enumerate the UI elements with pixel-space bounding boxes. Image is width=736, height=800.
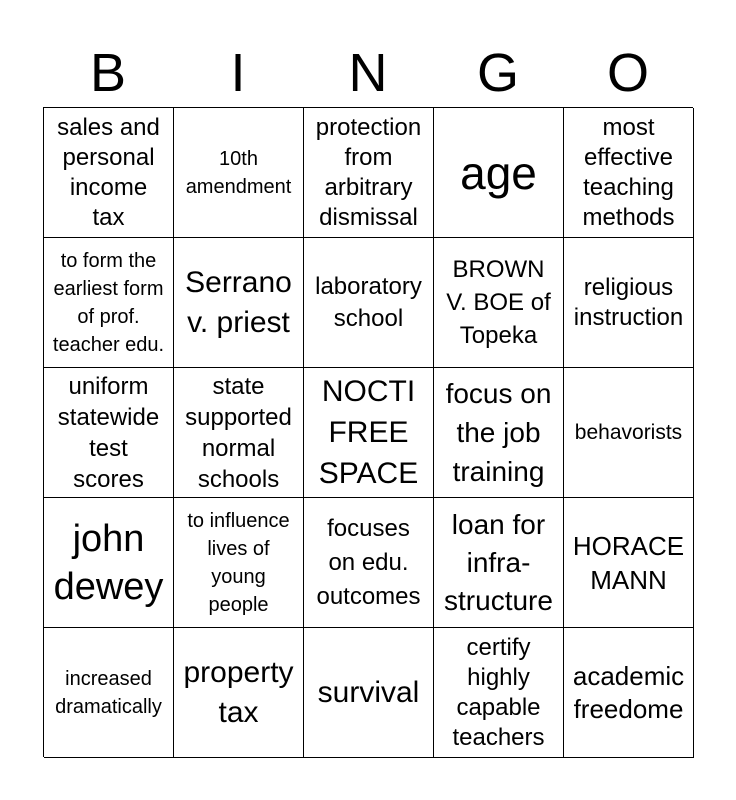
bingo-cell-r2-c4[interactable] bbox=[434, 238, 564, 368]
header-letter-b: B bbox=[89, 43, 127, 103]
cell-text: john dewey bbox=[53, 517, 164, 608]
bingo-cell-r4-c1[interactable] bbox=[44, 498, 174, 628]
bingo-cell-r3-c3[interactable] bbox=[304, 368, 434, 498]
cell-text: survival bbox=[317, 675, 420, 709]
cell-text: uniform statewide test scores bbox=[57, 372, 160, 493]
cell-text: property tax bbox=[183, 655, 294, 729]
bingo-cell-r3-c5[interactable] bbox=[564, 368, 694, 498]
cell-text: laboratory school bbox=[315, 272, 422, 332]
bingo-cell-r5-c2[interactable] bbox=[174, 628, 304, 758]
bingo-cell-r4-c3[interactable] bbox=[304, 498, 434, 628]
cell-text: most effective teaching methods bbox=[582, 113, 675, 231]
bingo-cell-r3-c4[interactable] bbox=[434, 368, 564, 498]
cell-text: 10th amendment bbox=[185, 147, 292, 198]
bingo-cell-r5-c3[interactable] bbox=[304, 628, 434, 758]
cell-text: academic freedome bbox=[572, 660, 685, 724]
cell-text: Serrano v. priest bbox=[185, 265, 292, 339]
cell-text: HORACE MANN bbox=[572, 530, 685, 595]
cell-text: to influence lives of young people bbox=[187, 509, 290, 616]
bingo-cell-r4-c2[interactable] bbox=[174, 498, 304, 628]
bingo-cell-r5-c5[interactable] bbox=[564, 628, 694, 758]
header-letter-i: I bbox=[230, 43, 246, 103]
bingo-cell-r2-c2[interactable] bbox=[174, 238, 304, 368]
bingo-cell-r4-c5[interactable] bbox=[564, 498, 694, 628]
cell-text: state supported normal schools bbox=[185, 372, 292, 493]
cell-text: sales and personal income tax bbox=[57, 113, 160, 231]
cell-text: to form the earliest form of prof. teacher edu. bbox=[52, 249, 165, 356]
bingo-cell-r3-c2[interactable] bbox=[174, 368, 304, 498]
bingo-cell-r1-c4[interactable] bbox=[434, 108, 564, 238]
cell-text: focus on the job training bbox=[445, 378, 552, 487]
bingo-cell-r2-c5[interactable] bbox=[564, 238, 694, 368]
cell-text: loan for infra- structure bbox=[444, 508, 553, 616]
header-letter-o: O bbox=[606, 43, 649, 103]
bingo-cell-r1-c5[interactable] bbox=[564, 108, 694, 238]
cell-text: behavorists bbox=[574, 420, 683, 444]
bingo-cell-r1-c1[interactable] bbox=[44, 108, 174, 238]
bingo-cell-r1-c3[interactable] bbox=[304, 108, 434, 238]
cell-text: age bbox=[460, 146, 537, 199]
cell-text: increased dramatically bbox=[55, 667, 162, 718]
bingo-cell-r2-c1[interactable] bbox=[44, 238, 174, 368]
bingo-cell-r2-c3[interactable] bbox=[304, 238, 434, 368]
bingo-cell-r1-c2[interactable] bbox=[174, 108, 304, 238]
bingo-cell-r3-c1[interactable] bbox=[44, 368, 174, 498]
header-letter-n: N bbox=[348, 43, 388, 103]
bingo-header bbox=[43, 40, 693, 106]
bingo-cell-r5-c4[interactable] bbox=[434, 628, 564, 758]
cell-text: protection from arbitrary dismissal bbox=[315, 113, 422, 231]
bingo-cell-r5-c1[interactable] bbox=[44, 628, 174, 758]
cell-text: NOCTI FREE SPACE bbox=[318, 375, 419, 490]
cell-text: religious instruction bbox=[573, 273, 684, 331]
header-letter-g: G bbox=[476, 43, 519, 103]
bingo-card-grid bbox=[43, 107, 693, 757]
cell-text: BROWN V. BOE of Topeka bbox=[446, 256, 551, 349]
cell-text: focuses on edu. outcomes bbox=[316, 514, 421, 610]
bingo-cell-r4-c4[interactable] bbox=[434, 498, 564, 628]
cell-text: certify highly capable teachers bbox=[452, 633, 545, 751]
